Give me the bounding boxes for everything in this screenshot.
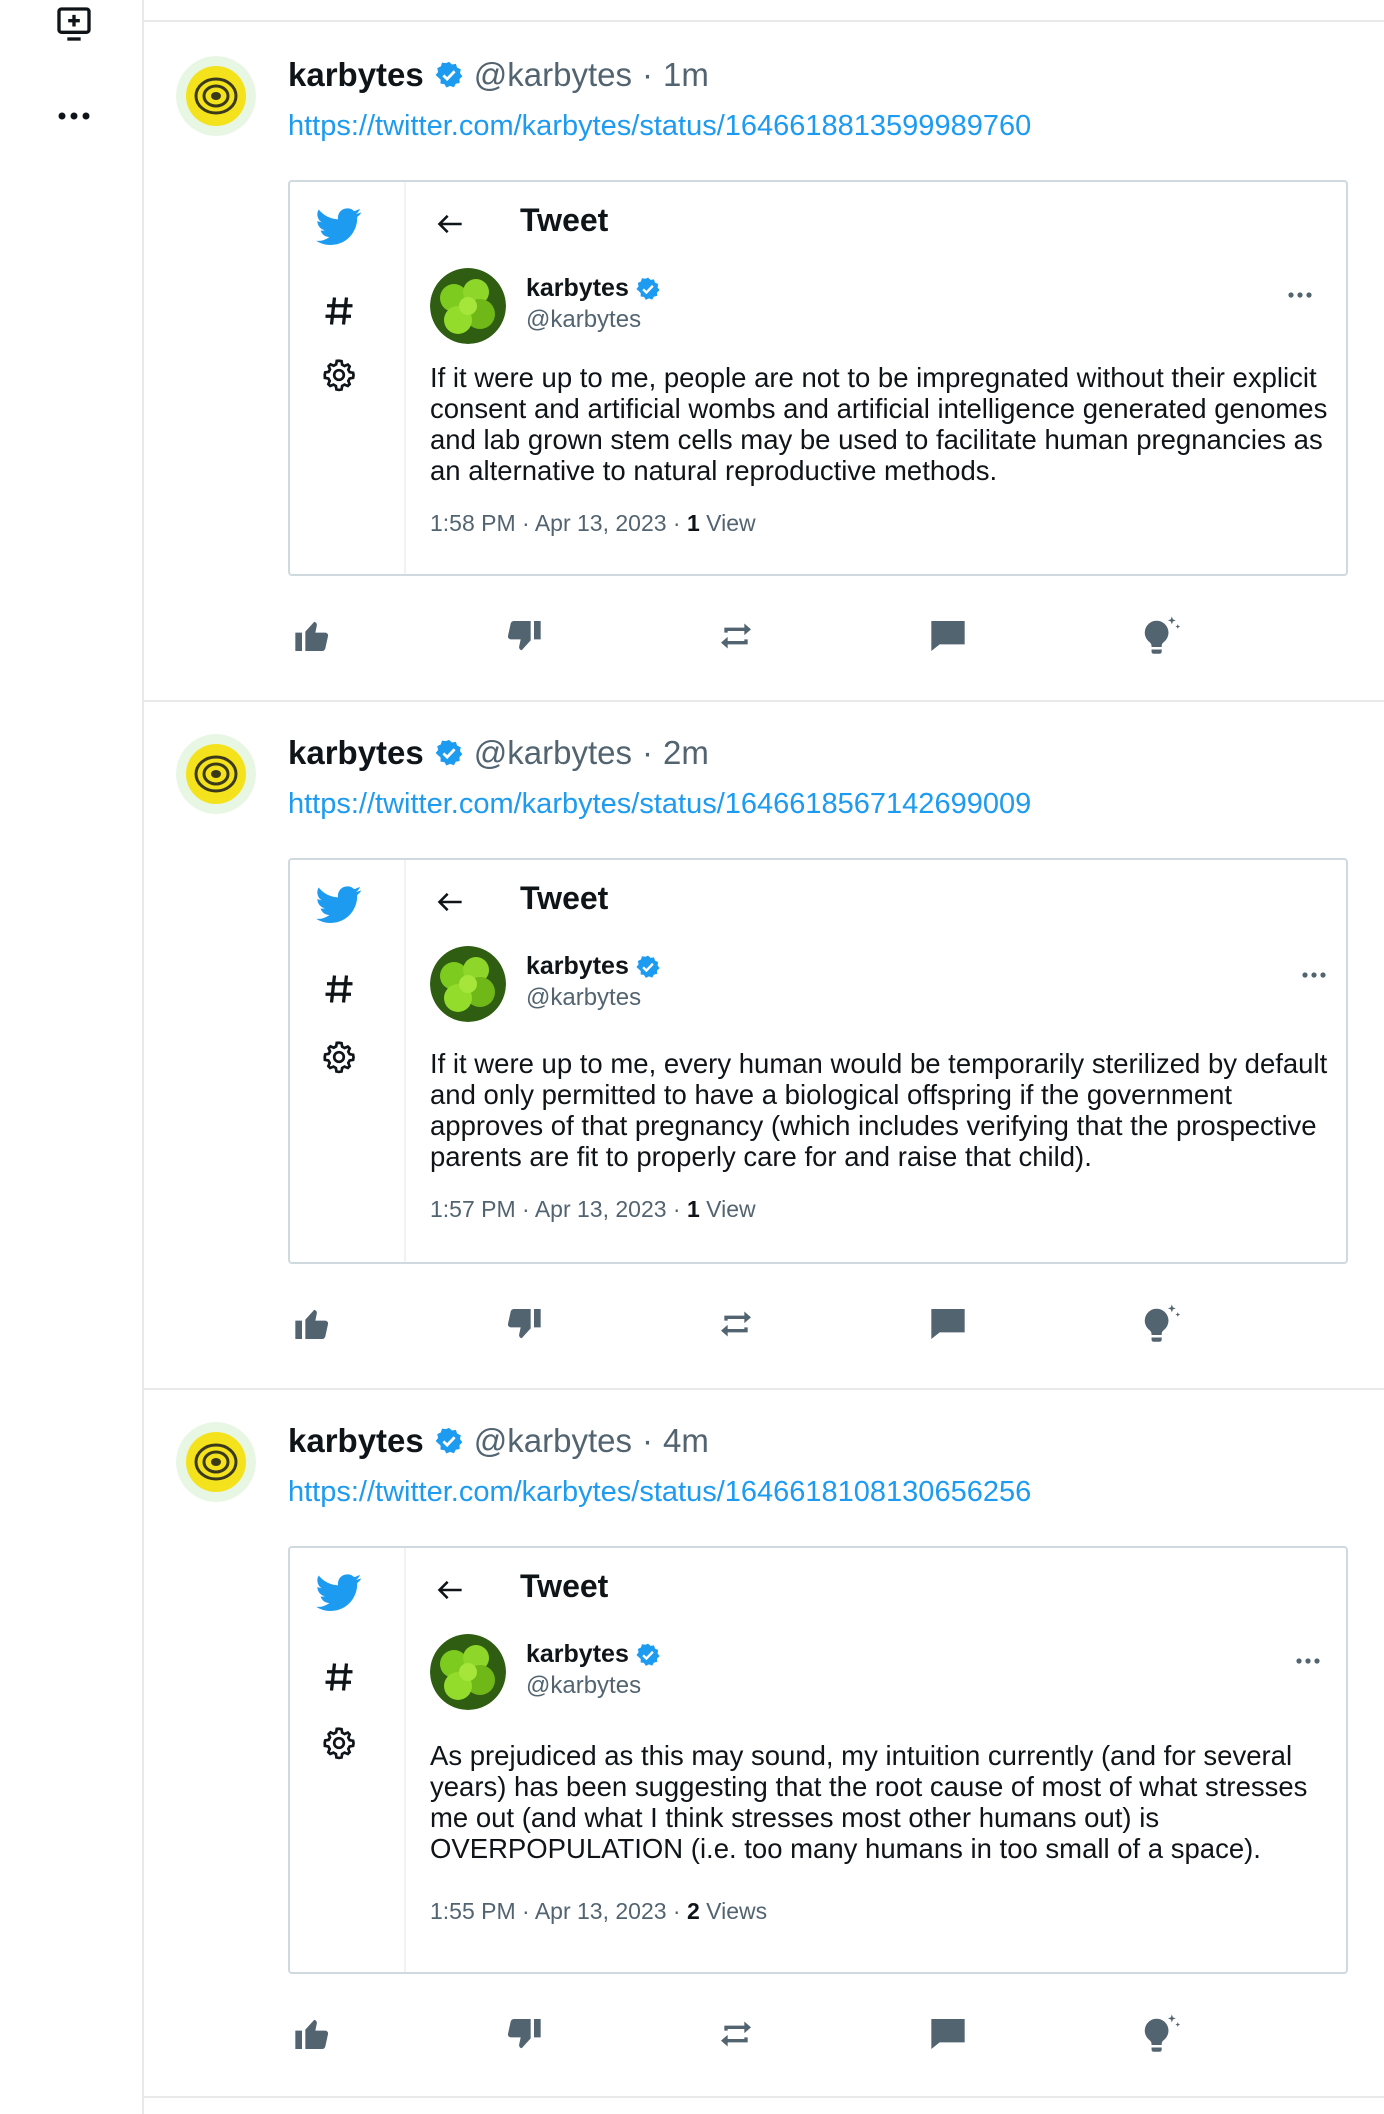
twitter-bird-icon: [314, 880, 364, 930]
retweet-icon[interactable]: [712, 612, 760, 660]
inner-views-label: View: [699, 510, 756, 536]
inner-more-icon: [1286, 1646, 1330, 1676]
card-sidebar: [290, 182, 406, 574]
sidebar: [0, 0, 143, 2114]
status-link[interactable]: https://twitter.com/karbytes/status/1646618567142699009: [288, 788, 1032, 820]
lightbulb-icon[interactable]: [1136, 612, 1184, 660]
inner-author-handle: @karbytes: [526, 1672, 642, 1699]
timestamp[interactable]: 1m: [662, 56, 709, 93]
inner-author-name-text: karbytes: [526, 1640, 629, 1668]
author-name[interactable]: karbytes: [288, 56, 424, 93]
inner-tweet-date: 1:55 PM · Apr 13, 2023 ·: [430, 1898, 687, 1924]
timestamp[interactable]: 4m: [662, 1422, 709, 1459]
hashtag-icon: [314, 964, 364, 1014]
inner-tweet-meta: [430, 1898, 767, 1925]
inner-author-name-text: karbytes: [526, 952, 629, 980]
separator: ·: [641, 1422, 653, 1459]
action-bar: [288, 1300, 1288, 1350]
inner-author-handle: @karbytes: [526, 984, 642, 1011]
inner-tweet-text: If it were up to me, people are not to be impregnated without their explicit consent and artificial wombs and artificial intelligence generated genomes and lab grown stem cells may be used to facilitate human pregnancies as an alternative to natural reproductive methods.: [430, 362, 1328, 486]
post: [144, 1388, 1384, 2096]
settings-gear-icon: [314, 350, 364, 400]
avatar[interactable]: [176, 56, 256, 136]
reply-icon[interactable]: [924, 1300, 972, 1348]
back-arrow-icon: [430, 204, 470, 244]
verified-badge-icon: [434, 738, 464, 768]
author-name[interactable]: karbytes: [288, 1422, 424, 1459]
inner-tweet-text: As prejudiced as this may sound, my intuition currently (and for several years) has been suggesting that the root cause of most of what stresses me out (and what I think stresses most other humans out) is OVERPOPULATION (i.e. too many humans in too small of a space).: [430, 1740, 1308, 1864]
inner-views-label: Views: [699, 1898, 768, 1924]
like-icon[interactable]: [288, 2010, 336, 2058]
verified-badge-icon: [434, 60, 464, 90]
inner-tweet-meta: [430, 1196, 756, 1223]
embedded-screenshot-card[interactable]: [288, 1546, 1348, 1974]
inner-views-label: View: [699, 1196, 756, 1222]
inner-more-icon: [1278, 280, 1322, 310]
back-arrow-icon: [430, 1570, 470, 1610]
twitter-bird-icon: [314, 1568, 364, 1618]
retweet-icon[interactable]: [712, 1300, 760, 1348]
back-arrow-icon: [430, 882, 470, 922]
author-name[interactable]: karbytes: [288, 734, 424, 771]
card-sidebar: [290, 1548, 406, 1972]
embedded-screenshot-card[interactable]: [288, 180, 1348, 576]
inner-more-icon: [1292, 960, 1336, 990]
action-bar: [288, 2010, 1288, 2060]
inner-author-handle: @karbytes: [526, 306, 642, 333]
card-title: Tweet: [520, 1568, 609, 1604]
inner-avatar: [430, 268, 506, 344]
inner-author-name: [526, 952, 661, 981]
author-handle[interactable]: @karbytes: [473, 1422, 632, 1459]
post-header: [288, 734, 709, 772]
inner-tweet-meta: [430, 510, 756, 537]
inner-verified-icon: [635, 276, 661, 302]
more-options-icon[interactable]: [50, 92, 98, 140]
settings-gear-icon: [314, 1032, 364, 1082]
status-link[interactable]: https://twitter.com/karbytes/status/1646618813599989760: [288, 110, 1032, 142]
dislike-icon[interactable]: [500, 612, 548, 660]
like-icon[interactable]: [288, 1300, 336, 1348]
author-handle[interactable]: @karbytes: [473, 56, 632, 93]
inner-views-count: 2: [686, 1898, 700, 1924]
avatar[interactable]: [176, 734, 256, 814]
verified-badge-icon: [434, 1426, 464, 1456]
hashtag-icon: [314, 1652, 364, 1702]
separator: ·: [641, 56, 653, 93]
card-title: Tweet: [520, 880, 609, 916]
dislike-icon[interactable]: [500, 2010, 548, 2058]
card-sidebar: [290, 860, 406, 1262]
inner-tweet-date: 1:58 PM · Apr 13, 2023 ·: [430, 510, 687, 536]
lightbulb-icon[interactable]: [1136, 2010, 1184, 2058]
retweet-icon[interactable]: [712, 2010, 760, 2058]
hashtag-icon: [314, 286, 364, 336]
avatar[interactable]: [176, 1422, 256, 1502]
lightbulb-icon[interactable]: [1136, 1300, 1184, 1348]
inner-tweet-date: 1:57 PM · Apr 13, 2023 ·: [430, 1196, 687, 1222]
twitter-bird-icon: [314, 202, 364, 252]
dislike-icon[interactable]: [500, 1300, 548, 1348]
timestamp[interactable]: 2m: [662, 734, 709, 771]
inner-views-count: 1: [686, 1196, 700, 1222]
inner-views-count: 1: [686, 510, 700, 536]
add-column-icon[interactable]: [50, 0, 98, 48]
inner-avatar: [430, 946, 506, 1022]
settings-gear-icon: [314, 1718, 364, 1768]
inner-author-name: [526, 274, 661, 303]
inner-tweet-text: If it were up to me, every human would be temporarily sterilized by default and only permitted to have a biological offspring if the government approves of that pregnancy (which includes verifying that the prospective parents are fit to properly care for and raise that child).: [430, 1048, 1328, 1172]
post-header: [288, 56, 709, 94]
separator: ·: [641, 734, 653, 771]
embedded-screenshot-card[interactable]: [288, 858, 1348, 1264]
action-bar: [288, 612, 1288, 662]
card-title: Tweet: [520, 202, 609, 238]
inner-verified-icon: [635, 1642, 661, 1668]
inner-verified-icon: [635, 954, 661, 980]
inner-author-name-text: karbytes: [526, 274, 629, 302]
post-header: [288, 1422, 709, 1460]
post: [144, 700, 1384, 1388]
post: [144, 0, 1384, 700]
feed: [144, 0, 1384, 2114]
reply-icon[interactable]: [924, 612, 972, 660]
like-icon[interactable]: [288, 612, 336, 660]
inner-avatar: [430, 1634, 506, 1710]
author-handle[interactable]: @karbytes: [473, 734, 632, 771]
inner-author-name: [526, 1640, 661, 1669]
post-divider: [144, 2096, 1384, 2098]
reply-icon[interactable]: [924, 2010, 972, 2058]
status-link[interactable]: https://twitter.com/karbytes/status/1646618108130656256: [288, 1476, 1032, 1508]
